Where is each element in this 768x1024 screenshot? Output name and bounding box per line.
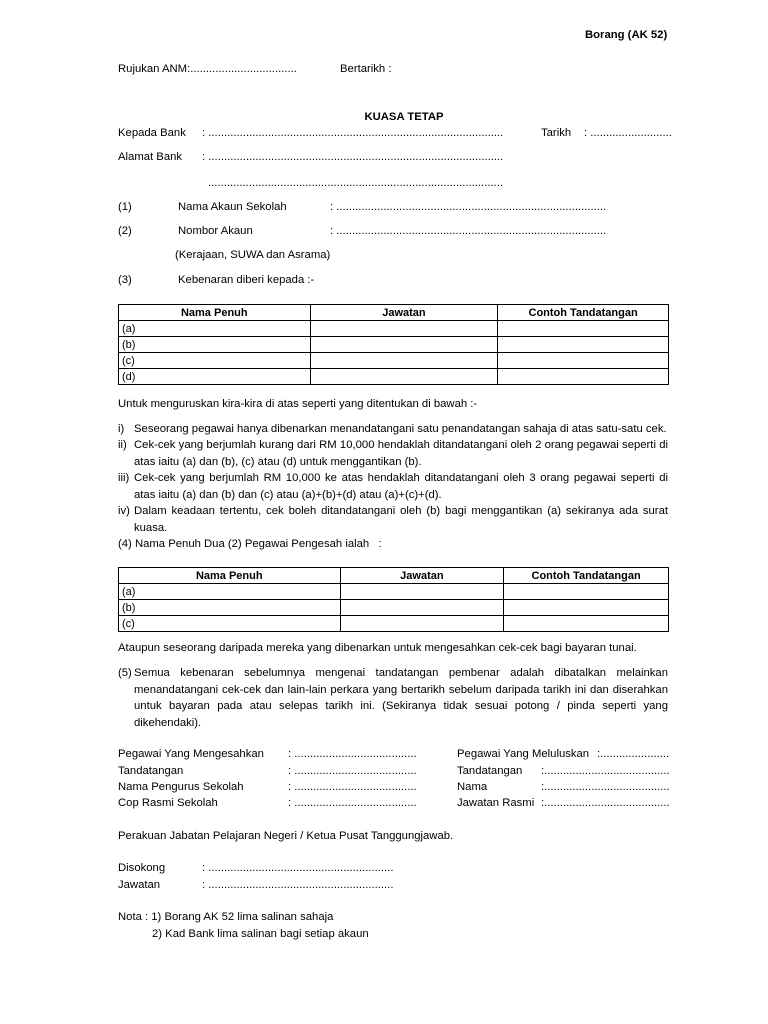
verifying-officer-field[interactable]: : ....................................... [288, 748, 417, 760]
table-row [119, 337, 669, 353]
section-1-number: (1) [118, 201, 132, 213]
approver-signature-field[interactable]: :........................................ [541, 765, 670, 777]
column-header-name: Nama Penuh [119, 568, 341, 584]
table-row [119, 353, 669, 369]
instruction-text: Cek-cek yang berjumlah RM 10,000 ke atas hendaklah ditandatangani oleh 3 orang pegawai seperti di atas iaitu (a) dan (b) dan (c) atau (a)+(b)+(d) atau (a)+(c)+(d). [134, 472, 668, 501]
table-cell[interactable] [340, 616, 504, 632]
position-field[interactable]: : ........................................................... [202, 879, 394, 891]
row-label: (b) [119, 600, 341, 616]
row-label: (b) [119, 337, 311, 353]
approver-name-label: Nama [457, 781, 488, 793]
section-2-number: (2) [118, 225, 132, 237]
certification-heading: Perakuan Jabatan Pelajaran Negeri / Ketua Pusat Tanggungjawab. [118, 830, 454, 842]
note-line-2: 2) Kad Bank lima salinan bagi setiap akaun [152, 928, 369, 940]
bank-label: Kepada Bank [118, 127, 186, 139]
table-cell[interactable] [310, 369, 498, 385]
table-cell[interactable] [310, 337, 498, 353]
table-cell[interactable] [498, 353, 669, 369]
table-cell[interactable] [310, 353, 498, 369]
column-header-signature: Contoh Tandatangan [498, 305, 669, 321]
bank-address-label: Alamat Bank [118, 151, 183, 163]
row-label: (c) [119, 353, 311, 369]
signature-label: Tandatangan [118, 765, 184, 777]
tarikh-field[interactable]: : .......................... [584, 127, 672, 139]
table-cell[interactable] [310, 321, 498, 337]
instructions-intro: Untuk menguruskan kira-kira di atas seperti yang ditentukan di bawah :- [118, 398, 478, 410]
instruction-text: Seseorang pegawai hanya dibenarkan menandatangani satu penandatangan sahaja di atas satu-satu cek. [134, 423, 667, 435]
approver-name-field[interactable]: :........................................ [541, 781, 670, 793]
instruction-number: iv) [118, 505, 130, 517]
table-cell[interactable] [340, 600, 504, 616]
school-manager-name-field[interactable]: : ....................................... [288, 781, 417, 793]
section-4-label: (4) Nama Penuh Dua (2) Pegawai Pengesah ialah : [118, 538, 382, 550]
cash-payment-note: Ataupun seseorang daripada mereka yang dibenarkan untuk mengesahkan cek-cek bagi bayaran tunai. [118, 642, 637, 654]
row-label: (c) [119, 616, 341, 632]
school-account-name-label: Nama Akaun Sekolah [178, 201, 287, 213]
column-header-name: Nama Penuh [119, 305, 311, 321]
account-number-label: Nombor Akaun [178, 225, 253, 237]
table-row [119, 369, 669, 385]
approving-officer-field[interactable]: :...................... [597, 748, 670, 760]
position-label: Jawatan [118, 879, 161, 891]
column-header-position: Jawatan [310, 305, 498, 321]
row-label: (a) [119, 321, 311, 337]
reference-label: Rujukan ANM:.................................. [118, 63, 297, 75]
instruction-number: i) [118, 423, 125, 435]
table-row [119, 584, 669, 600]
table-cell[interactable] [498, 369, 669, 385]
table-row [119, 616, 669, 632]
signature-field[interactable]: : ....................................... [288, 765, 417, 777]
instruction-text: Dalam keadaan tertentu, cek boleh ditandatangani oleh (b) bagi menggantikan (a) sekiranya ada surat kuasa. [134, 505, 668, 534]
bank-field[interactable]: : .............................................................................................. [202, 127, 504, 139]
bank-address-field-2[interactable]: .............................................................................................. [208, 177, 504, 189]
column-header-position: Jawatan [340, 568, 504, 584]
school-manager-name-label: Nama Pengurus Sekolah [118, 781, 244, 793]
endorsed-label: Disokong [118, 862, 166, 874]
table-cell[interactable] [504, 616, 669, 632]
section-5-number: (5) [118, 667, 132, 679]
school-stamp-label: Cop Rasmi Sekolah [118, 797, 218, 809]
table-cell[interactable] [498, 337, 669, 353]
section-5-text: Semua kebenaran sebelumnya mengenai tandatangan pembenar adalah dibatalkan melainkan menandatangani cek-cek dan lain-lain perkara yang bertarikh sebelum daripada tarikh ini dan diserahkan untuk bayaran pada atau selepas tarikh ini. (Sekiranya tidak sesuai potong / pinda seperti yang dikehendaki). [134, 667, 668, 729]
column-header-signature: Contoh Tandatangan [504, 568, 669, 584]
table-row [119, 600, 669, 616]
table-cell[interactable] [340, 584, 504, 600]
official-position-field[interactable]: :........................................ [541, 797, 670, 809]
verifying-officer-label: Pegawai Yang Mengesahkan [118, 748, 264, 760]
school-account-name-field[interactable]: : ...................................................................................... [330, 201, 607, 213]
section-3-number: (3) [118, 274, 132, 286]
bank-address-field-1[interactable]: : .............................................................................................. [202, 151, 504, 163]
endorsed-field[interactable]: : ........................................................... [202, 862, 394, 874]
table-cell[interactable] [498, 321, 669, 337]
instruction-number: iii) [118, 472, 130, 484]
tarikh-label: Tarikh [541, 127, 572, 139]
page-title: KUASA TETAP [364, 111, 444, 123]
table-row [119, 321, 669, 337]
form-code: Borang (AK 52) [585, 29, 668, 41]
school-stamp-field[interactable]: : ....................................... [288, 797, 417, 809]
account-type-note: (Kerajaan, SUWA dan Asrama) [175, 249, 331, 261]
account-number-field[interactable]: : ...................................................................................... [330, 225, 607, 237]
instruction-number: ii) [118, 439, 127, 451]
row-label: (a) [119, 584, 341, 600]
authorized-signatories-table [118, 304, 669, 385]
authorization-label: Kebenaran diberi kepada :- [178, 274, 315, 286]
verifying-officers-table [118, 567, 669, 632]
date-label: Bertarikh : [340, 63, 392, 75]
row-label: (d) [119, 369, 311, 385]
official-position-label: Jawatan Rasmi [457, 797, 535, 809]
table-cell[interactable] [504, 600, 669, 616]
approving-officer-label: Pegawai Yang Meluluskan [457, 748, 590, 760]
table-cell[interactable] [504, 584, 669, 600]
instruction-text: Cek-cek yang berjumlah kurang dari RM 10,000 hendaklah ditandatangani oleh 2 orang pegawai seperti di atas iaitu (a) dan (b), (c) atau (d) untuk menggantikan (b). [134, 439, 668, 468]
note-line-1: Nota : 1) Borang AK 52 lima salinan sahaja [118, 911, 334, 923]
approver-signature-label: Tandatangan [457, 765, 523, 777]
